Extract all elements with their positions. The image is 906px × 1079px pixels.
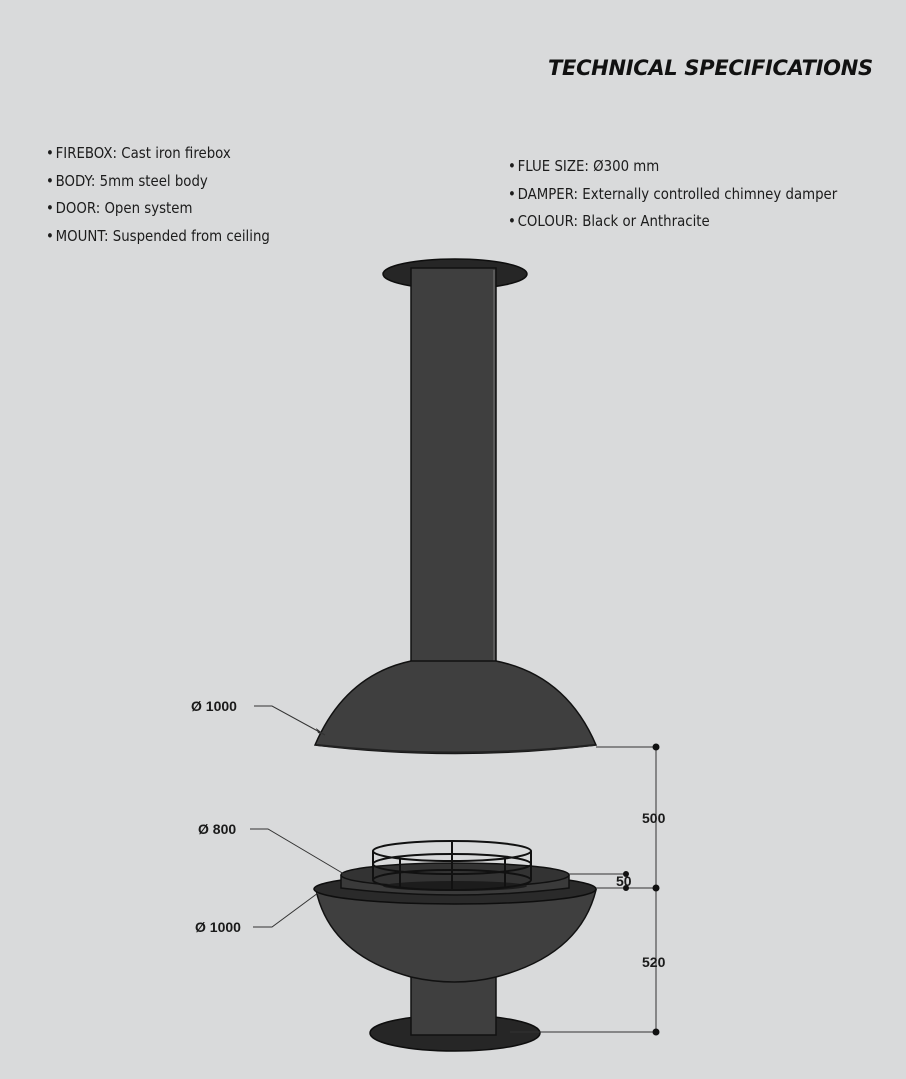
- fireplace-bowl: [314, 841, 596, 1051]
- page-title: TECHNICAL SPECIFICATIONS: [548, 56, 873, 80]
- flue-pipe: [411, 268, 496, 666]
- spec-key: COLOUR:: [517, 212, 578, 230]
- spec-key: BODY:: [55, 171, 96, 190]
- spec-value: Ø300 mm: [593, 157, 660, 175]
- bowl-diameter-label: Ø 1000: [195, 919, 241, 935]
- bullet-icon: •: [46, 226, 54, 245]
- hood-dome: [315, 661, 596, 754]
- spec-value: Black or Anthracite: [582, 212, 710, 230]
- spec-value: Externally controlled chimney damper: [582, 184, 838, 203]
- spec-key: MOUNT:: [55, 226, 109, 245]
- spec-key: DOOR:: [55, 199, 101, 217]
- bullet-icon: •: [46, 144, 54, 162]
- bullet-icon: •: [46, 199, 54, 217]
- gap-height-label: 500: [642, 810, 666, 826]
- bullet-icon: •: [46, 171, 54, 190]
- spec-key: FLUE SIZE:: [517, 157, 589, 175]
- spec-key: DAMPER:: [517, 184, 579, 203]
- spec-value: Open system: [104, 199, 193, 217]
- bullet-icon: •: [508, 157, 516, 175]
- fireplace-hood: [315, 259, 596, 754]
- base-height-label: 520: [642, 954, 666, 970]
- bullet-icon: •: [508, 212, 516, 230]
- spec-value: Cast iron firebox: [121, 144, 231, 162]
- spec-key: FIREBOX:: [55, 144, 118, 162]
- grate-diameter-label: Ø 800: [198, 821, 237, 837]
- bullet-icon: •: [508, 184, 516, 203]
- hood-diameter-label: Ø 1000: [191, 698, 237, 714]
- rim-height-label: 50: [616, 873, 632, 889]
- spec-value: 5mm steel body: [99, 171, 208, 190]
- spec-value: Suspended from ceiling: [112, 226, 270, 245]
